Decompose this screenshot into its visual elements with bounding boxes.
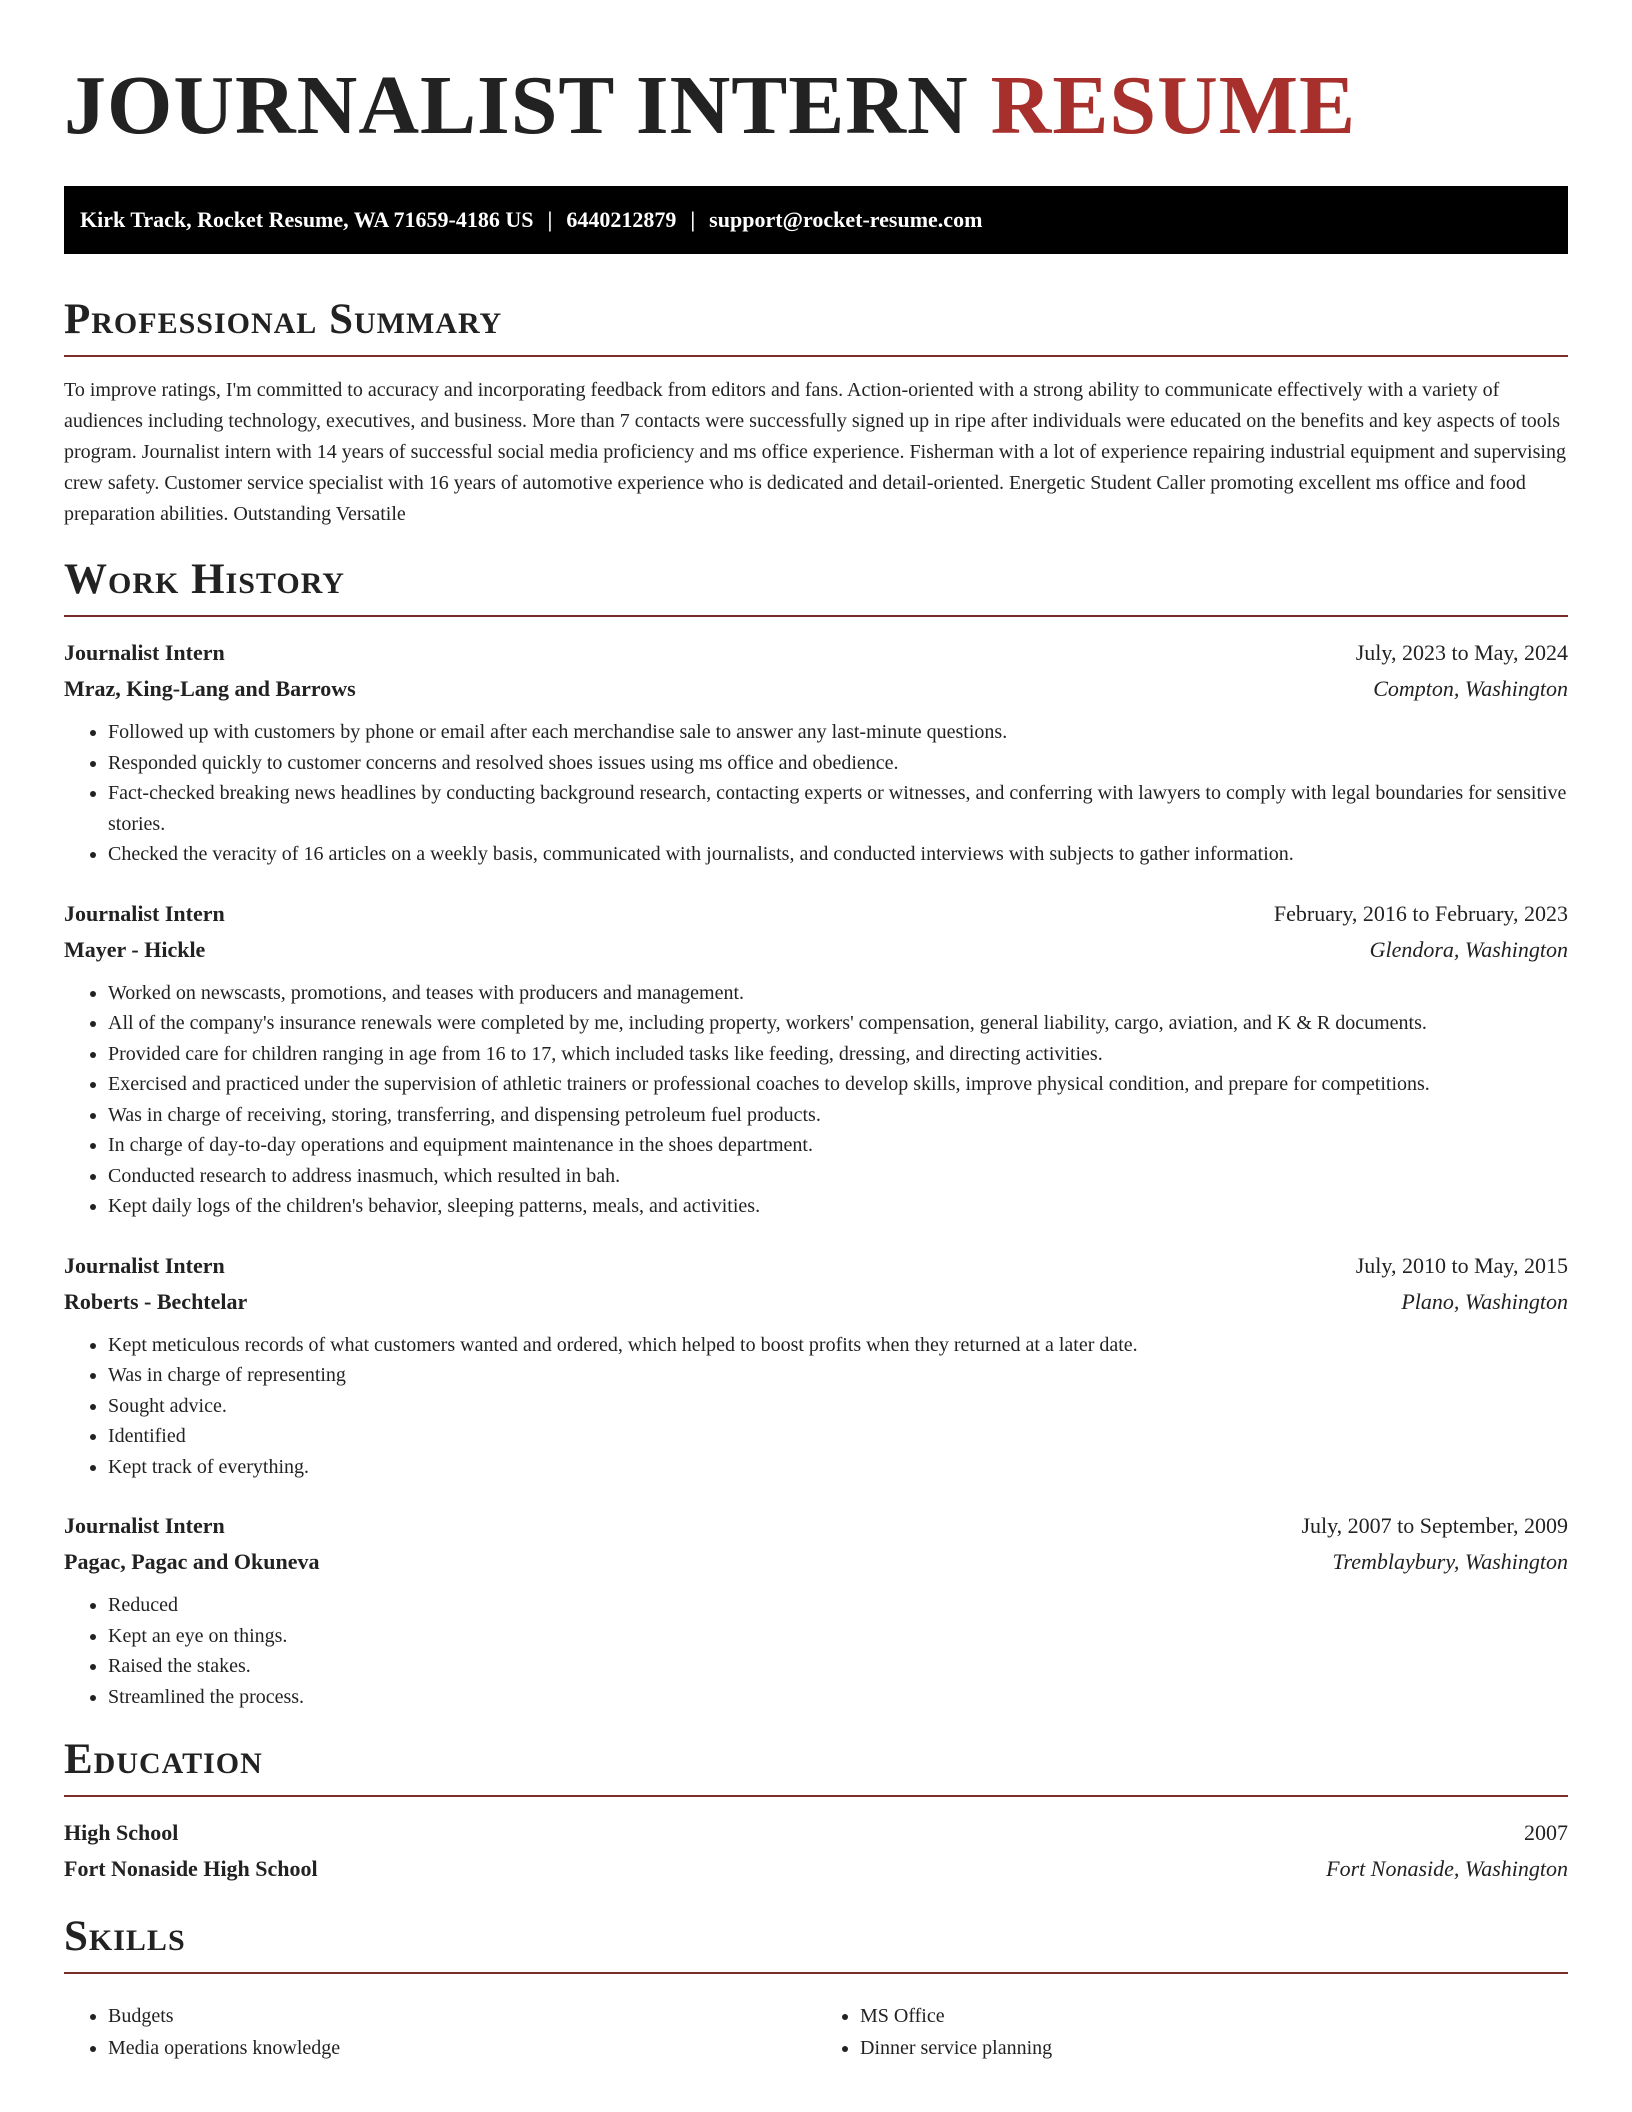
summary-text: To improve ratings, I'm committed to accuracy and incorporating feedback from editors and fans. Action-oriented with a strong ability to communicate effectively with a variety of audiences including technology, executives, and business. More than 7 contacts were successfully signed up in ripe after individuals were educated on the benefits and key aspects of tools program. Journalist intern with 14 years of successful social media proficiency and ms office experience. Fisherman with a lot of experience repairing industrial equipment and supervising crew safety. Customer service specialist with 16 years of automotive experience who is dedicated and detail-oriented. Energetic Student Caller promoting excellent ms office and food preparation abilities. Outstanding Versatile xyxy=(64,379,1566,525)
job-dates: July, 2023 to May, 2024 xyxy=(1355,640,1568,665)
summary-heading: Professional Summary xyxy=(64,298,1568,357)
contact-phone: 6440212879 xyxy=(566,207,677,232)
job-dates: July, 2010 to May, 2015 xyxy=(1355,1252,1568,1278)
job-entry xyxy=(64,1248,1568,1483)
job-company: Roberts - Bechtelar xyxy=(64,1288,248,1314)
resume-title xyxy=(64,59,1568,152)
job-bullet: • Followed up with customers by phone or email after each merchandise sale to answer any last-minute questions. xyxy=(108,717,1568,748)
skills-list xyxy=(64,1992,1568,2064)
job-bullet: • Fact-checked breaking news headlines by conducting background research, contacting experts or witnesses, and conferring with lawyers to comply with legal boundaries for sensitive stories. xyxy=(108,778,1568,839)
job-bullet: • Was in charge of receiving, storing, transferring, and dispensing petroleum fuel products. xyxy=(108,1100,1568,1131)
job-bullet: • In charge of day-to-day operations and equipment maintenance in the shoes department. xyxy=(108,1130,1568,1161)
skill-item: • MS Office xyxy=(860,2000,1568,2032)
job-bullets xyxy=(64,1590,1568,1712)
work-history-heading: Work History xyxy=(64,558,1568,617)
job-bullet: • Reduced xyxy=(108,1590,1568,1621)
skill-item: • Media operations knowledge xyxy=(108,2032,816,2064)
education-year: 2007 xyxy=(1524,1820,1568,1845)
job-location: Compton, Washington xyxy=(1373,676,1568,701)
job-bullet: • Provided care for children ranging in age from 16 to 17, which included tasks like feeding, dressing, and directing activities. xyxy=(108,1039,1568,1070)
education-school: Fort Nonaside High School xyxy=(64,1856,318,1881)
job-title: Journalist Intern xyxy=(64,1252,225,1278)
job-bullets xyxy=(64,717,1568,870)
job-bullet: • Streamlined the process. xyxy=(108,1682,1568,1713)
job-dates: July, 2007 to September, 2009 xyxy=(1301,1513,1568,1538)
education-degree: High School xyxy=(64,1820,179,1845)
job-company: Pagac, Pagac and Okuneva xyxy=(64,1549,320,1574)
contact-separator: | xyxy=(690,207,696,232)
job-entry xyxy=(64,896,1568,1222)
job-bullet: • Kept meticulous records of what customers wanted and ordered, which helped to boost profits when they returned at a later date. xyxy=(108,1330,1568,1361)
job-bullet: • Sought advice. xyxy=(108,1391,1568,1422)
job-bullet: • Worked on newscasts, promotions, and teases with producers and management. xyxy=(108,978,1568,1009)
job-entry xyxy=(64,1508,1568,1712)
job-bullet: • Raised the stakes. xyxy=(108,1651,1568,1682)
contact-separator: | xyxy=(547,207,553,232)
job-bullet: • Was in charge of representing xyxy=(108,1360,1568,1391)
job-location: Glendora, Washington xyxy=(1369,936,1568,962)
job-title: Journalist Intern xyxy=(64,1513,225,1538)
job-bullet: • Kept track of everything. xyxy=(108,1452,1568,1483)
job-bullet: • Exercised and practiced under the supervision of athletic trainers or professional coaches to develop skills, improve physical condition, and prepare for competitions. xyxy=(108,1069,1568,1100)
skills-column-left xyxy=(64,2000,816,2064)
title-accent: RESUME xyxy=(990,59,1357,152)
job-location: Tremblaybury, Washington xyxy=(1332,1549,1568,1574)
job-bullet: • Kept daily logs of the children's behavior, sleeping patterns, meals, and activities. xyxy=(108,1191,1568,1222)
job-bullet: • Identified xyxy=(108,1421,1568,1452)
contact-email[interactable]: support@rocket-resume.com xyxy=(709,207,983,232)
title-main: JOURNALIST INTERN xyxy=(64,59,969,152)
job-bullet: • Conducted research to address inasmuch, which resulted in bah. xyxy=(108,1161,1568,1192)
skill-item: • Dinner service planning xyxy=(860,2032,1568,2064)
job-bullets xyxy=(64,1330,1568,1483)
job-title: Journalist Intern xyxy=(64,900,225,926)
job-bullet: • Checked the veracity of 16 articles on a weekly basis, communicated with journalists, and conducted interviews with subjects to gather information. xyxy=(108,839,1568,870)
job-company: Mayer - Hickle xyxy=(64,936,206,962)
job-dates: February, 2016 to February, 2023 xyxy=(1273,900,1568,926)
contact-bar xyxy=(64,186,1568,254)
job-bullet: • Kept an eye on things. xyxy=(108,1621,1568,1652)
skills-column-right xyxy=(816,2000,1568,2064)
skill-item: • Budgets xyxy=(108,2000,816,2032)
job-bullet: • All of the company's insurance renewals were completed by me, including property, workers' compensation, general liability, cargo, aviation, and K & R documents. xyxy=(108,1008,1568,1039)
education-entry xyxy=(64,1815,1568,1887)
education-location: Fort Nonaside, Washington xyxy=(1326,1856,1568,1881)
education-heading: Education xyxy=(64,1738,1568,1797)
job-location: Plano, Washington xyxy=(1401,1288,1568,1314)
skills-heading: Skills xyxy=(64,1915,1568,1974)
job-company: Mraz, King-Lang and Barrows xyxy=(64,676,356,701)
job-title: Journalist Intern xyxy=(64,640,225,665)
job-entry xyxy=(64,635,1568,870)
contact-address: Kirk Track, Rocket Resume, WA 71659-4186 US xyxy=(80,207,534,232)
job-bullets xyxy=(64,978,1568,1222)
job-bullet: • Responded quickly to customer concerns and resolved shoes issues using ms office and obedience. xyxy=(108,748,1568,779)
